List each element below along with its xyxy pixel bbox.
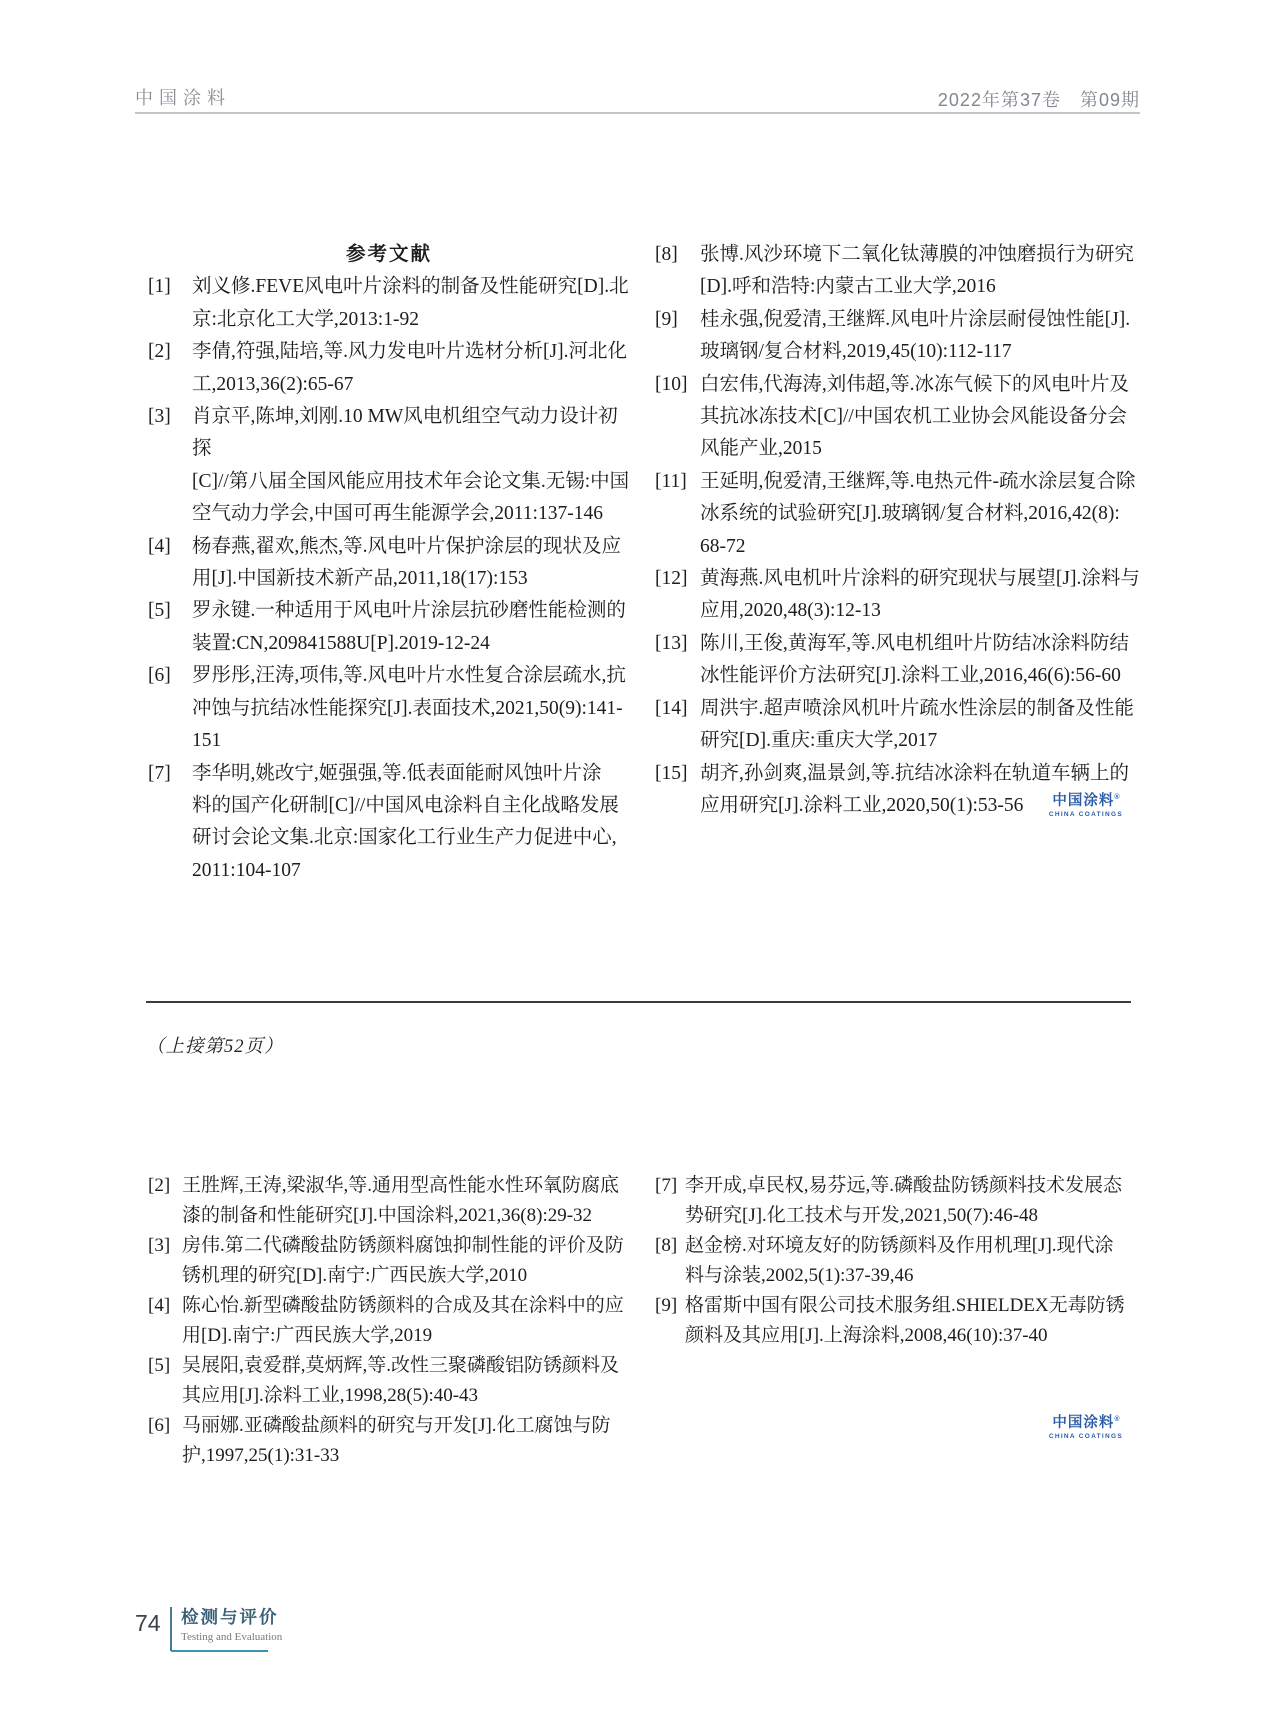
china-coatings-logo-text: 中国涂料® <box>1052 793 1120 809</box>
reference-text <box>182 1231 640 1291</box>
reference-line: 锈机理的研究[D].南宁:广西民族大学,2010 <box>182 1265 528 1286</box>
references-column-right <box>655 239 1142 822</box>
reference-item <box>148 1291 640 1351</box>
reference-line: 151 <box>192 730 222 752</box>
reference-line: 2011:104-107 <box>192 859 301 881</box>
reference-line: 肖京平,陈坤,刘刚.10 MW风电机组空气动力设计初探 <box>192 406 618 460</box>
reference-line: 张博.风沙环境下二氧化钛薄膜的冲蚀磨损行为研究 <box>700 244 1134 265</box>
reference-line: [C]//第八届全国风能应用技术年会论文集.无锡:中国 <box>192 470 630 492</box>
reference-text <box>192 401 630 531</box>
reference-number: [6] <box>148 665 171 687</box>
reference-item <box>148 595 630 660</box>
reference-item <box>148 1351 640 1411</box>
reference-text <box>192 595 630 660</box>
reference-line: 研讨会论文集.北京:国家化工行业生产力促进中心, <box>192 827 617 849</box>
china-coatings-logo-text: 中国涂料® <box>1052 1415 1120 1431</box>
reference-number: [11] <box>655 470 687 492</box>
reference-text <box>700 563 1142 628</box>
reference-number: [8] <box>655 244 678 265</box>
references-title: 参考文献 <box>345 244 432 265</box>
reference-number: [5] <box>148 1355 171 1376</box>
references-list <box>148 271 630 887</box>
registered-mark: ® <box>1114 1416 1120 1424</box>
reference-text <box>192 271 630 336</box>
reference-item <box>148 336 630 401</box>
reference-text <box>700 628 1142 693</box>
reference-text <box>182 1291 640 1351</box>
reference-item <box>655 1171 1142 1231</box>
reference-line: 李华明,姚改宁,姬强强,等.低表面能耐风蚀叶片涂 <box>192 762 602 784</box>
reference-text <box>700 304 1142 369</box>
reference-item <box>655 693 1142 758</box>
reference-text <box>182 1411 640 1471</box>
reference-number: [3] <box>148 1235 171 1256</box>
reference-line: 其应用[J].涂料工业,1998,28(5):40-43 <box>182 1385 479 1406</box>
reference-line: [D].呼和浩特:内蒙古工业大学,2016 <box>700 276 996 298</box>
china-coatings-logo <box>1049 794 1123 818</box>
continued-references-column-right <box>655 1171 1142 1351</box>
reference-text <box>700 369 1142 466</box>
reference-number: [4] <box>148 1295 171 1316</box>
reference-text <box>700 466 1142 563</box>
reference-item <box>148 1231 640 1291</box>
reference-text <box>182 1351 640 1411</box>
reference-line: 工,2013,36(2):65-67 <box>192 373 354 395</box>
reference-item <box>148 1171 640 1231</box>
reference-line: 王延明,倪爱清,王继辉,等.电热元件-疏水涂层复合除 <box>700 470 1136 492</box>
reference-line: 京:北京化工大学,2013:1-92 <box>192 308 419 330</box>
issue-info: 2022年第37卷 第09期 <box>937 90 1140 110</box>
reference-number: [5] <box>148 600 171 622</box>
reference-line: 周洪宇.超声喷涂风机叶片疏水性涂层的制备及性能 <box>700 697 1134 719</box>
china-coatings-logo-subtext: CHINA COATINGS <box>1048 1432 1123 1440</box>
reference-line: 应用,2020,48(3):12-13 <box>700 600 881 622</box>
reference-number: [15] <box>655 762 688 784</box>
reference-item <box>655 239 1142 304</box>
continued-references-column-left <box>148 1171 640 1471</box>
reference-text <box>700 239 1142 304</box>
reference-item <box>148 660 630 757</box>
reference-text <box>685 1171 1142 1231</box>
reference-line: 黄海燕.风电机叶片涂料的研究现状与展望[J].涂料与 <box>700 568 1140 590</box>
reference-line: 白宏伟,代海涛,刘伟超,等.冰冻气候下的风电叶片及 <box>700 373 1130 395</box>
footer-vertical-rule <box>170 1607 172 1651</box>
reference-line: 用[D].南宁:广西民族大学,2019 <box>182 1325 433 1346</box>
reference-number: [2] <box>148 1175 171 1196</box>
reference-item <box>655 466 1142 563</box>
reference-line: 李开成,卓民权,易芬远,等.磷酸盐防锈颜料技术发展态 <box>685 1175 1123 1196</box>
reference-text <box>685 1231 1142 1291</box>
reference-line: 桂永强,倪爱清,王继辉.风电叶片涂层耐侵蚀性能[J]. <box>700 308 1131 330</box>
reference-number: [10] <box>655 373 688 395</box>
reference-text <box>192 531 630 596</box>
reference-text <box>182 1171 640 1231</box>
reference-line: 王胜辉,王涛,梁淑华,等.通用型高性能水性环氧防腐底 <box>182 1175 620 1196</box>
reference-line: 罗彤彤,汪涛,项伟,等.风电叶片水性复合涂层疏水,抗 <box>192 665 626 687</box>
reference-line: 刘义修.FEVE风电叶片涂料的制备及性能研究[D].北 <box>192 276 629 298</box>
reference-number: [6] <box>148 1415 171 1436</box>
reference-line: 房伟.第二代磷酸盐防锈颜料腐蚀抑制性能的评价及防 <box>182 1235 624 1256</box>
reference-line: 赵金榜.对环境友好的防锈颜料及作用机理[J].现代涂 <box>685 1235 1114 1256</box>
registered-mark: ® <box>1114 794 1120 802</box>
section-divider <box>146 1001 1131 1003</box>
reference-number: [7] <box>148 762 171 784</box>
reference-item <box>655 1291 1142 1351</box>
reference-item <box>655 1231 1142 1291</box>
reference-item <box>655 563 1142 628</box>
reference-item <box>148 1411 640 1471</box>
reference-line: 格雷斯中国有限公司技术服务组.SHIELDEX无毒防锈 <box>685 1295 1125 1316</box>
reference-line: 李倩,符强,陆培,等.风力发电叶片选材分析[J].河北化 <box>192 341 627 363</box>
reference-text <box>700 693 1142 758</box>
references-column-left <box>148 239 630 887</box>
reference-line: 空气动力学会,中国可再生能源学会,2011:137-146 <box>192 503 603 525</box>
reference-text <box>685 1291 1142 1351</box>
reference-line: 罗永键.一种适用于风电叶片涂层抗砂磨性能检测的 <box>192 600 626 622</box>
reference-line: 陈川,王俊,黄海军,等.风电机组叶片防结冰涂料防结 <box>700 632 1130 654</box>
journal-name: 中国涂料 <box>135 88 231 108</box>
reference-line: 胡齐,孙剑爽,温景剑,等.抗结冰涂料在轨道车辆上的 <box>700 762 1130 784</box>
reference-line: 陈心怡.新型磷酸盐防锈颜料的合成及其在涂料中的应 <box>182 1295 624 1316</box>
reference-number: [7] <box>655 1175 678 1196</box>
reference-item <box>148 401 630 531</box>
references-list <box>655 1171 1142 1351</box>
reference-line: 杨春燕,翟欢,熊杰,等.风电叶片保护涂层的现状及应 <box>192 535 622 557</box>
references-list <box>655 239 1142 822</box>
footer-accent-rule <box>171 1650 268 1652</box>
reference-line: 漆的制备和性能研究[J].中国涂料,2021,36(8):29-32 <box>182 1205 593 1226</box>
reference-number: [2] <box>148 341 171 363</box>
reference-item <box>655 304 1142 369</box>
reference-line: 研究[D].重庆:重庆大学,2017 <box>700 730 938 752</box>
reference-line: 料的国产化研制[C]//中国风电涂料自主化战略发展 <box>192 794 619 816</box>
china-coatings-logo <box>1049 1416 1123 1440</box>
reference-number: [9] <box>655 1295 678 1316</box>
reference-line: 颜料及其应用[J].上海涂料,2008,46(10):37-40 <box>685 1325 1048 1346</box>
reference-number: [14] <box>655 697 688 719</box>
reference-number: [13] <box>655 632 688 654</box>
reference-item <box>655 369 1142 466</box>
reference-item <box>148 531 630 596</box>
reference-number: [4] <box>148 535 171 557</box>
reference-number: [12] <box>655 568 688 590</box>
reference-line: 料与涂装,2002,5(1):37-39,46 <box>685 1265 914 1286</box>
reference-line: 应用研究[J].涂料工业,2020,50(1):53-56 <box>700 794 1024 816</box>
reference-number: [1] <box>148 276 171 298</box>
footer-section-name: 检测与评价 <box>181 1607 279 1627</box>
reference-text <box>192 336 630 401</box>
footer-section-name-en: Testing and Evaluation <box>181 1631 283 1643</box>
reference-line: 马丽娜.亚磷酸盐颜料的研究与开发[J].化工腐蚀与防 <box>182 1415 611 1436</box>
reference-item <box>148 271 630 336</box>
reference-number: [8] <box>655 1235 678 1256</box>
references-list <box>148 1171 640 1471</box>
reference-line: 用[J].中国新技术新产品,2011,18(17):153 <box>192 568 528 590</box>
reference-line: 68-72 <box>700 535 746 557</box>
header-rule <box>135 112 1140 114</box>
reference-line: 吴展阳,袁爱群,莫炳辉,等.改性三聚磷酸铝防锈颜料及 <box>182 1355 620 1376</box>
reference-text <box>192 758 630 888</box>
reference-item <box>655 628 1142 693</box>
reference-line: 冰性能评价方法研究[J].涂料工业,2016,46(6):56-60 <box>700 665 1121 687</box>
page-number: 74 <box>135 1610 161 1636</box>
reference-number: [3] <box>148 406 171 428</box>
reference-line: 冰系统的试验研究[J].玻璃钢/复合材料,2016,42(8): <box>700 503 1120 525</box>
reference-line: 玻璃钢/复合材料,2019,45(10):112-117 <box>700 341 1012 363</box>
reference-number: [9] <box>655 308 678 330</box>
reference-text <box>192 660 630 757</box>
reference-line: 冲蚀与抗结冰性能探究[J].表面技术,2021,50(9):141- <box>192 697 623 719</box>
reference-line: 风能产业,2015 <box>700 438 822 460</box>
reference-line: 其抗冰冻技术[C]//中国农机工业协会风能设备分会 <box>700 406 1127 428</box>
reference-item <box>148 758 630 888</box>
reference-line: 装置:CN,209841588U[P].2019-12-24 <box>192 632 490 654</box>
china-coatings-logo-subtext: CHINA COATINGS <box>1048 810 1123 818</box>
reference-line: 势研究[J].化工技术与开发,2021,50(7):46-48 <box>685 1205 1039 1226</box>
reference-line: 护,1997,25(1):31-33 <box>182 1445 340 1466</box>
continued-from-note: （上接第52页） <box>146 1037 284 1057</box>
